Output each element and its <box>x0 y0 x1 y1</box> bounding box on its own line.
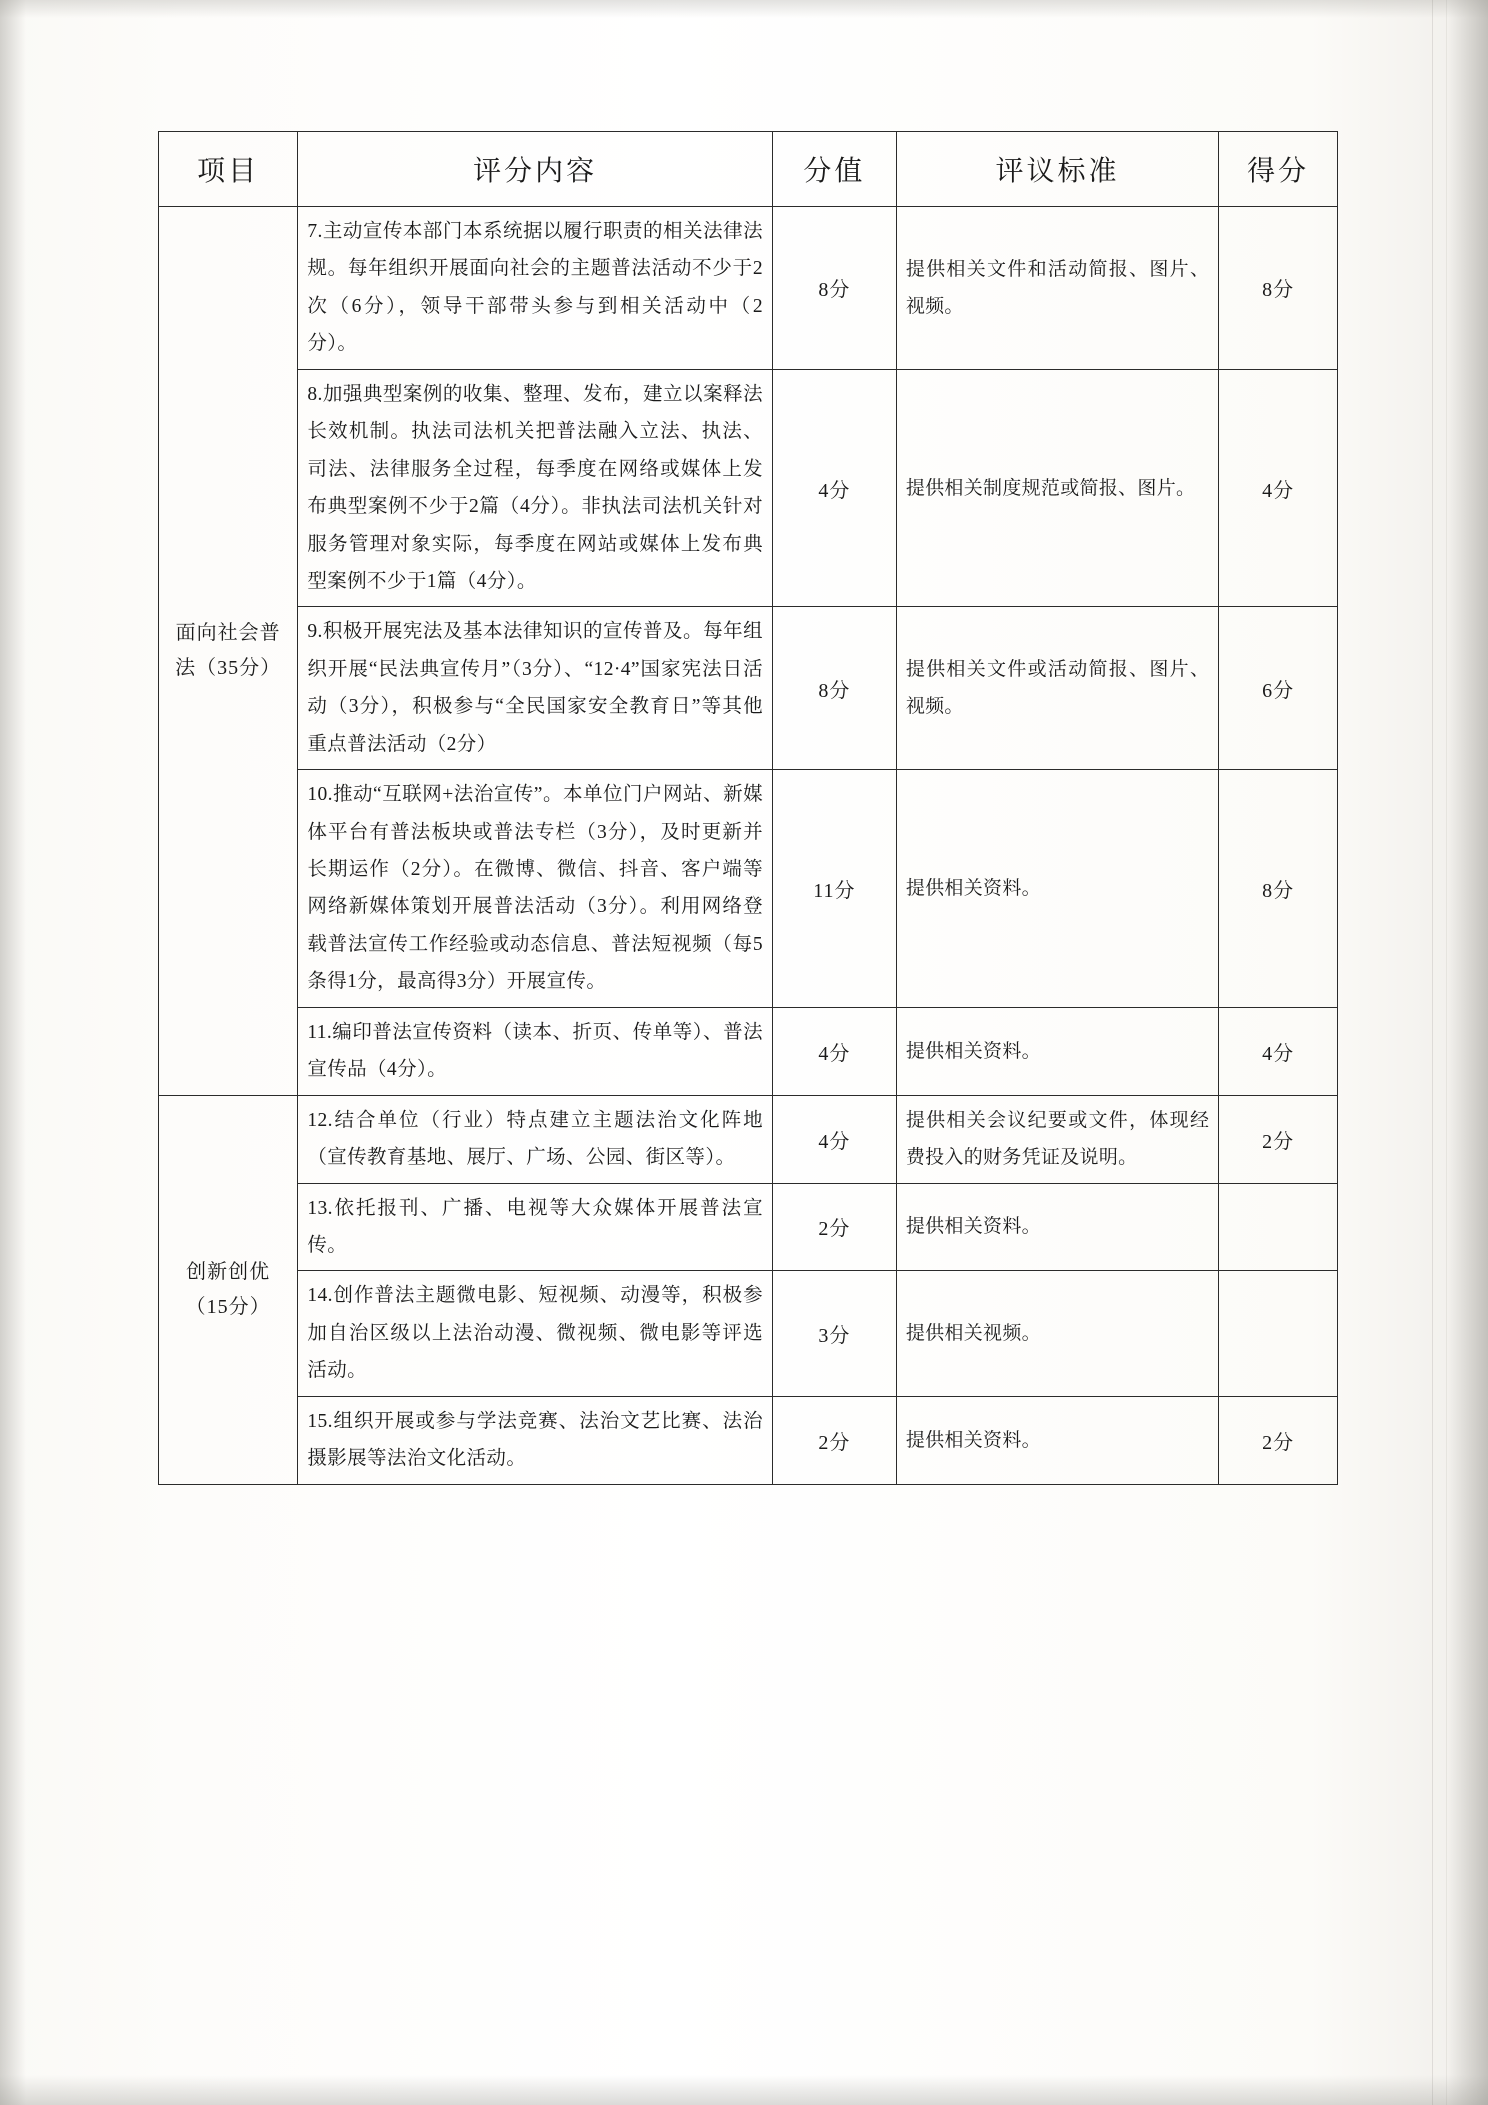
row-score: 8分 <box>773 607 897 770</box>
row-score: 2分 <box>773 1183 897 1271</box>
table-body <box>159 207 1338 1485</box>
row-got-score: 6分 <box>1219 607 1338 770</box>
row-standard: 提供相关资料。 <box>896 1007 1218 1095</box>
row-score: 4分 <box>773 369 897 607</box>
column-header-content: 评分内容 <box>298 132 773 207</box>
row-standard: 提供相关资料。 <box>896 1396 1218 1484</box>
row-standard: 提供相关制度规范或简报、图片。 <box>896 369 1218 607</box>
page-edge-shadow-right <box>1448 0 1488 2105</box>
evaluation-score-table <box>158 131 1338 1485</box>
table-row <box>159 1183 1338 1271</box>
row-content: 10.推动“互联网+法治宣传”。本单位门户网站、新媒体平台有普法板块或普法专栏（3分），及时更新并长期运作（2分）。在微博、微信、抖音、客户端等网络新媒体策划开展普法活动（3分）。利用网络登载普法宣传工作经验或动态信息、普法短视频（每5条得1分，最高得3分）开展宣传。 <box>298 770 773 1008</box>
page-edge-shadow-bottom <box>0 2075 1488 2105</box>
row-content: 8.加强典型案例的收集、整理、发布，建立以案释法长效机制。执法司法机关把普法融入立法、执法、司法、法律服务全过程，每季度在网络或媒体上发布典型案例不少于2篇（4分）。非执法司法机关针对服务管理对象实际，每季度在网站或媒体上发布典型案例不少于1篇（4分）。 <box>298 369 773 607</box>
row-score: 8分 <box>773 207 897 370</box>
table-row <box>159 1007 1338 1095</box>
row-standard: 提供相关文件或活动简报、图片、视频。 <box>896 607 1218 770</box>
column-header-item: 项目 <box>159 132 298 207</box>
row-got-score: 2分 <box>1219 1095 1338 1183</box>
table-header <box>159 132 1338 207</box>
row-got-score: 8分 <box>1219 207 1338 370</box>
row-content: 15.组织开展或参与学法竞赛、法治文艺比赛、法治摄影展等法治文化活动。 <box>298 1396 773 1484</box>
table-row <box>159 1095 1338 1183</box>
row-got-score <box>1219 1271 1338 1396</box>
row-standard: 提供相关资料。 <box>896 1183 1218 1271</box>
table-header-row <box>159 132 1338 207</box>
table-row <box>159 369 1338 607</box>
table-row <box>159 1271 1338 1396</box>
row-score: 4分 <box>773 1007 897 1095</box>
row-standard: 提供相关会议纪要或文件，体现经费投入的财务凭证及说明。 <box>896 1095 1218 1183</box>
row-score: 11分 <box>773 770 897 1008</box>
table-row <box>159 207 1338 370</box>
row-content: 9.积极开展宪法及基本法律知识的宣传普及。每年组织开展“民法典宣传月”（3分）、“12·4”国家宪法日活动（3分），积极参与“全民国家安全教育日”等其他重点普法活动（2分） <box>298 607 773 770</box>
page-edge-shadow-left <box>0 0 26 2105</box>
row-content: 11.编印普法宣传资料（读本、折页、传单等）、普法宣传品（4分）。 <box>298 1007 773 1095</box>
row-score: 2分 <box>773 1396 897 1484</box>
group-label-innovation-excellence: 创新创优（15分） <box>159 1095 298 1484</box>
column-header-standard: 评议标准 <box>896 132 1218 207</box>
column-header-got: 得分 <box>1219 132 1338 207</box>
row-standard: 提供相关资料。 <box>896 770 1218 1008</box>
row-got-score: 4分 <box>1219 1007 1338 1095</box>
scan-artifact-line <box>1432 0 1433 2105</box>
row-got-score: 4分 <box>1219 369 1338 607</box>
table-row <box>159 1396 1338 1484</box>
table-row <box>159 607 1338 770</box>
row-got-score: 8分 <box>1219 770 1338 1008</box>
table-row <box>159 770 1338 1008</box>
row-content: 14.创作普法主题微电影、短视频、动漫等，积极参加自治区级以上法治动漫、微视频、微电影等评选活动。 <box>298 1271 773 1396</box>
row-content: 7.主动宣传本部门本系统据以履行职责的相关法律法规。每年组织开展面向社会的主题普法活动不少于2次（6分），领导干部带头参与到相关活动中（2分）。 <box>298 207 773 370</box>
row-standard: 提供相关视频。 <box>896 1271 1218 1396</box>
row-got-score <box>1219 1183 1338 1271</box>
page-edge-shadow-top <box>0 0 1488 18</box>
row-score: 4分 <box>773 1095 897 1183</box>
row-score: 3分 <box>773 1271 897 1396</box>
row-content: 13.依托报刊、广播、电视等大众媒体开展普法宣传。 <box>298 1183 773 1271</box>
scan-artifact-line <box>1446 0 1447 2105</box>
group-label-social-law-popularization: 面向社会普法（35分） <box>159 207 298 1096</box>
row-content: 12.结合单位（行业）特点建立主题法治文化阵地（宣传教育基地、展厅、广场、公园、街区等）。 <box>298 1095 773 1183</box>
row-standard: 提供相关文件和活动简报、图片、视频。 <box>896 207 1218 370</box>
column-header-score: 分值 <box>773 132 897 207</box>
row-got-score: 2分 <box>1219 1396 1338 1484</box>
